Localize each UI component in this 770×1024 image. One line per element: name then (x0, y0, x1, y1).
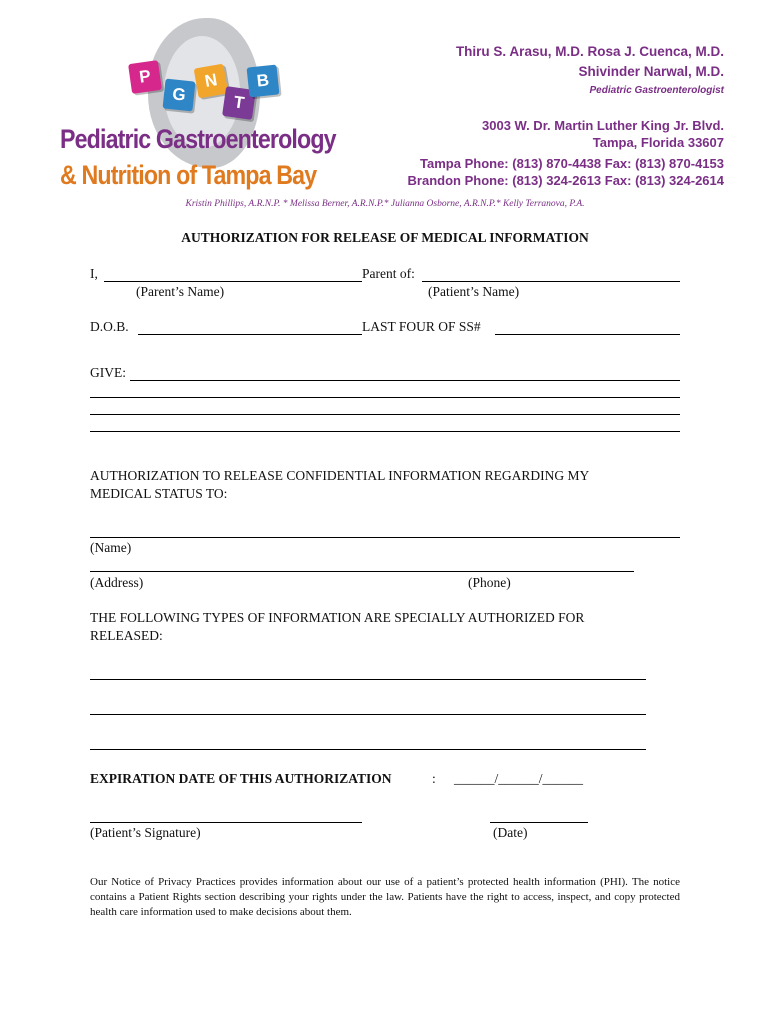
give-label: GIVE: (90, 365, 126, 380)
info-types-field-line2[interactable] (90, 714, 646, 715)
info-types-field-line1[interactable] (90, 679, 646, 680)
dob-label: D.O.B. (90, 319, 129, 334)
date-caption: (Date) (493, 825, 528, 840)
types-text-line2: RELEASED: (90, 628, 163, 643)
logo-letter: N (203, 70, 219, 91)
doctors-line2: Shivinder Narwal, M.D. (578, 64, 724, 79)
staff-list: Kristin Phillips, A.R.N.P. * Melissa Berner, A.R.N.P.* Julianna Osborne, A.R.N.P.* Kelly Terranova, P.A. (185, 199, 585, 209)
date-field[interactable] (490, 822, 588, 823)
give-field-line3[interactable] (90, 414, 680, 415)
address-line2: Tampa, Florida 33607 (592, 135, 724, 150)
signature-caption: (Patient’s Signature) (90, 825, 201, 840)
logo-letter: B (255, 70, 271, 91)
i-label: I, (90, 266, 98, 281)
logo-cube-n (194, 64, 229, 99)
specialty: Pediatric Gastroenterologist (589, 85, 724, 96)
form-title: AUTHORIZATION FOR RELEASE OF MEDICAL INFORMATION (181, 230, 589, 245)
address-line1: 3003 W. Dr. Martin Luther King Jr. Blvd. (482, 118, 724, 133)
logo-letter: T (232, 92, 246, 113)
recipient-address-phone-field[interactable] (90, 571, 634, 572)
logo-cube-g (163, 79, 196, 112)
ssn-field[interactable] (495, 334, 680, 335)
parents-name-caption: (Parent’s Name) (136, 284, 225, 299)
logo-letter: P (137, 66, 152, 87)
phone-caption: (Phone) (468, 575, 511, 590)
parent-name-field[interactable] (104, 281, 362, 282)
authorization-text-line2: MEDICAL STATUS TO: (90, 486, 228, 501)
give-field-line2[interactable] (90, 397, 680, 398)
logo-letter: G (171, 84, 187, 105)
recipient-name-field[interactable] (90, 537, 680, 538)
expiration-label: EXPIRATION DATE OF THIS AUTHORIZATION (90, 771, 392, 786)
practice-name-line1: Pediatric Gastroenterology (60, 124, 336, 154)
ssn-label: LAST FOUR OF SS# (362, 319, 481, 334)
practice-name-line2: & Nutrition of Tampa Bay (60, 160, 317, 190)
give-field-line4[interactable] (90, 431, 680, 432)
expiration-colon: : (432, 771, 436, 786)
dob-field[interactable] (138, 334, 362, 335)
tampa-phone: Tampa Phone: (813) 870-4438 Fax: (813) 870-4153 (420, 156, 724, 171)
logo-cube-b (247, 65, 280, 98)
address-caption: (Address) (90, 575, 144, 590)
parent-of-label: Parent of: (362, 266, 415, 281)
signature-field[interactable] (90, 822, 362, 823)
logo-cube-p (128, 60, 162, 94)
brandon-phone: Brandon Phone: (813) 324-2613 Fax: (813) 324-2614 (407, 173, 724, 188)
privacy-notice: Our Notice of Privacy Practices provides information about our use of a patient’s protected health information (PHI). The notice contains a Patient Rights section describing your rights under the law. Patients have the right to access, inspect, and copy protected health care information used to make decisions about them. (90, 876, 680, 918)
types-text-line1: THE FOLLOWING TYPES OF INFORMATION ARE SPECIALLY AUTHORIZED FOR (90, 610, 585, 625)
give-field-line1[interactable] (130, 380, 680, 381)
expiration-date-field[interactable]: ______/______/______ (454, 771, 584, 786)
practice-logo (60, 14, 360, 194)
info-types-field-line3[interactable] (90, 749, 646, 750)
name-caption: (Name) (90, 540, 132, 555)
patient-name-field[interactable] (422, 281, 680, 282)
authorization-text-line1: AUTHORIZATION TO RELEASE CONFIDENTIAL INFORMATION REGARDING MY (90, 468, 590, 483)
patients-name-caption: (Patient’s Name) (428, 284, 520, 299)
doctors-line1: Thiru S. Arasu, M.D. Rosa J. Cuenca, M.D. (455, 44, 724, 59)
